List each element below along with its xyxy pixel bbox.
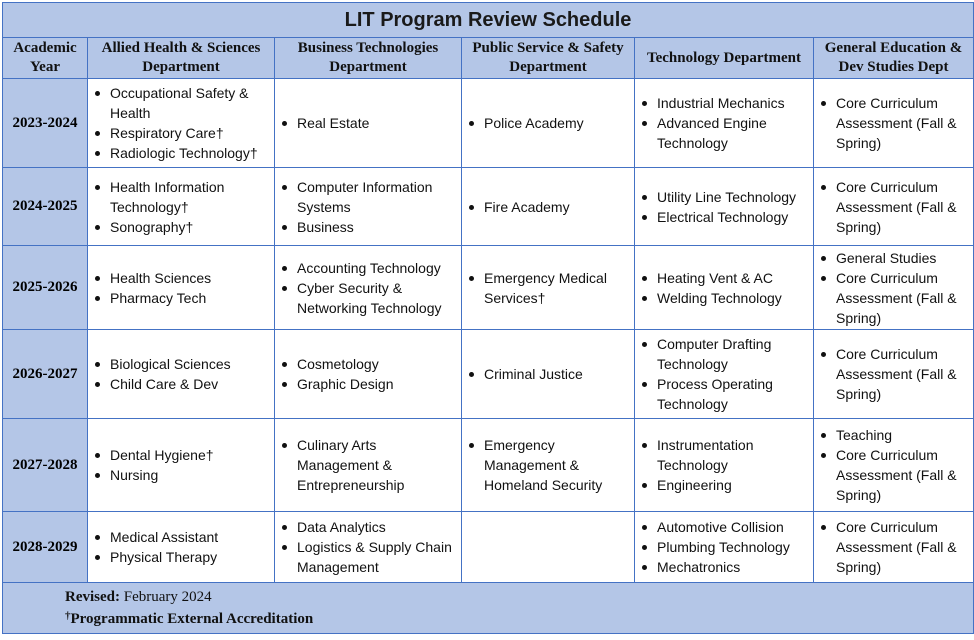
programs-cell-public-service <box>462 512 635 583</box>
program-list <box>275 258 461 318</box>
program-list <box>88 445 274 485</box>
header-general-education: General Education & Dev Studies Dept <box>814 38 974 79</box>
header-row <box>3 38 974 79</box>
program-item: Heating Vent & AC <box>657 268 813 288</box>
program-item: Core Curriculum Assessment (Fall & Spring) <box>836 344 973 404</box>
programs-cell-public-service <box>462 330 635 419</box>
program-item: Business <box>297 217 461 237</box>
programs-cell-public-service <box>462 246 635 330</box>
program-item: Advanced Engine Technology <box>657 113 813 153</box>
program-list <box>635 435 813 495</box>
programs-cell-public-service <box>462 419 635 512</box>
program-item: Electrical Technology <box>657 207 813 227</box>
programs-cell-technology <box>635 168 814 246</box>
dagger-symbol: † <box>65 609 71 622</box>
program-item: Utility Line Technology <box>657 187 813 207</box>
program-item: Engineering <box>657 475 813 495</box>
program-list <box>88 527 274 567</box>
programs-cell-public-service <box>462 79 635 168</box>
program-item: Sonography† <box>110 217 274 237</box>
programs-cell-business-tech <box>275 168 462 246</box>
header-academic-year: Academic Year <box>3 38 88 79</box>
program-list <box>814 517 973 577</box>
programs-cell-general-education <box>814 246 974 330</box>
program-item: Child Care & Dev <box>110 374 274 394</box>
program-item: Graphic Design <box>297 374 461 394</box>
programs-cell-public-service <box>462 168 635 246</box>
program-item: Core Curriculum Assessment (Fall & Spring) <box>836 445 973 505</box>
program-item: Medical Assistant <box>110 527 274 547</box>
program-item: Biological Sciences <box>110 354 274 374</box>
program-item: Computer Drafting Technology <box>657 334 813 374</box>
program-list <box>462 435 634 495</box>
program-item: Dental Hygiene† <box>110 445 274 465</box>
program-item: Real Estate <box>297 113 461 133</box>
program-item: Core Curriculum Assessment (Fall & Spring) <box>836 268 973 328</box>
program-item: Industrial Mechanics <box>657 93 813 113</box>
program-list <box>462 197 634 217</box>
programs-cell-technology <box>635 512 814 583</box>
program-item: Health Information Technology† <box>110 177 274 217</box>
program-item: Teaching <box>836 425 973 445</box>
program-item: Radiologic Technology† <box>110 143 274 163</box>
program-list <box>88 177 274 237</box>
program-item: Data Analytics <box>297 517 461 537</box>
programs-cell-technology <box>635 330 814 419</box>
program-list <box>275 517 461 577</box>
programs-cell-general-education <box>814 512 974 583</box>
program-item: Instrumentation Technology <box>657 435 813 475</box>
programs-cell-allied-health <box>88 419 275 512</box>
programs-cell-business-tech <box>275 79 462 168</box>
program-list <box>635 268 813 308</box>
academic-year-cell: 2026-2027 <box>3 330 88 419</box>
program-list <box>635 187 813 227</box>
program-item: Emergency Management & Homeland Security <box>484 435 634 495</box>
program-item: Mechatronics <box>657 557 813 577</box>
program-item: Police Academy <box>484 113 634 133</box>
programs-cell-allied-health <box>88 168 275 246</box>
programs-cell-technology <box>635 79 814 168</box>
programs-cell-business-tech <box>275 512 462 583</box>
programs-cell-allied-health <box>88 512 275 583</box>
program-item: Nursing <box>110 465 274 485</box>
program-list <box>275 354 461 394</box>
program-list <box>814 344 973 404</box>
revised-value: February 2024 <box>120 588 212 605</box>
program-list <box>814 425 973 505</box>
program-item: Automotive Collision <box>657 517 813 537</box>
program-item: Fire Academy <box>484 197 634 217</box>
program-item: Health Sciences <box>110 268 274 288</box>
program-item: Core Curriculum Assessment (Fall & Spring) <box>836 93 973 153</box>
program-list <box>88 354 274 394</box>
program-list <box>462 113 634 133</box>
program-item: Occupational Safety & Health <box>110 83 274 123</box>
program-item: Respiratory Care† <box>110 123 274 143</box>
program-list <box>814 177 973 237</box>
programs-cell-general-education <box>814 168 974 246</box>
programs-cell-business-tech <box>275 246 462 330</box>
program-item: General Studies <box>836 248 973 268</box>
header-public-service: Public Service & Safety Department <box>462 38 635 79</box>
program-item: Computer Information Systems <box>297 177 461 217</box>
program-item: Culinary Arts Management & Entrepreneurship <box>297 435 461 495</box>
program-item: Welding Technology <box>657 288 813 308</box>
programs-cell-allied-health <box>88 330 275 419</box>
academic-year-cell: 2027-2028 <box>3 419 88 512</box>
program-list <box>814 248 973 328</box>
program-review-table <box>2 2 974 634</box>
program-list <box>635 517 813 577</box>
program-item: Core Curriculum Assessment (Fall & Spring) <box>836 177 973 237</box>
academic-year-cell: 2025-2026 <box>3 246 88 330</box>
table-row <box>3 419 974 512</box>
program-list <box>88 268 274 308</box>
table-row <box>3 246 974 330</box>
program-list <box>814 93 973 153</box>
programs-cell-technology <box>635 419 814 512</box>
accreditation-note: Programmatic External Accreditation <box>70 610 314 627</box>
header-business-tech: Business Technologies Department <box>275 38 462 79</box>
program-item: Accounting Technology <box>297 258 461 278</box>
table-row <box>3 512 974 583</box>
header-allied-health: Allied Health & Sciences Department <box>88 38 275 79</box>
academic-year-cell: 2028-2029 <box>3 512 88 583</box>
programs-cell-general-education <box>814 330 974 419</box>
program-item: Criminal Justice <box>484 364 634 384</box>
program-list <box>275 113 461 133</box>
table-row <box>3 168 974 246</box>
accreditation-line <box>65 607 973 629</box>
table-title: LIT Program Review Schedule <box>3 3 974 38</box>
program-item: Cosmetology <box>297 354 461 374</box>
program-list <box>462 268 634 308</box>
program-list <box>88 83 274 163</box>
program-list <box>462 364 634 384</box>
academic-year-cell: 2023-2024 <box>3 79 88 168</box>
programs-cell-general-education <box>814 79 974 168</box>
revised-line <box>65 588 973 607</box>
programs-cell-allied-health <box>88 246 275 330</box>
programs-cell-business-tech <box>275 330 462 419</box>
program-list <box>635 93 813 153</box>
header-technology: Technology Department <box>635 38 814 79</box>
table-row <box>3 330 974 419</box>
program-list <box>635 334 813 414</box>
program-item: Physical Therapy <box>110 547 274 567</box>
footer-notes <box>3 583 974 634</box>
programs-cell-allied-health <box>88 79 275 168</box>
academic-year-cell: 2024-2025 <box>3 168 88 246</box>
program-item: Logistics & Supply Chain Management <box>297 537 461 577</box>
program-item: Core Curriculum Assessment (Fall & Spring) <box>836 517 973 577</box>
programs-cell-business-tech <box>275 419 462 512</box>
program-list <box>275 435 461 495</box>
table-row <box>3 79 974 168</box>
program-item: Pharmacy Tech <box>110 288 274 308</box>
program-item: Process Operating Technology <box>657 374 813 414</box>
program-list <box>275 177 461 237</box>
program-item: Plumbing Technology <box>657 537 813 557</box>
revised-label: Revised: <box>65 588 120 605</box>
program-item: Emergency Medical Services† <box>484 268 634 308</box>
programs-cell-general-education <box>814 419 974 512</box>
program-item: Cyber Security & Networking Technology <box>297 278 461 318</box>
programs-cell-technology <box>635 246 814 330</box>
